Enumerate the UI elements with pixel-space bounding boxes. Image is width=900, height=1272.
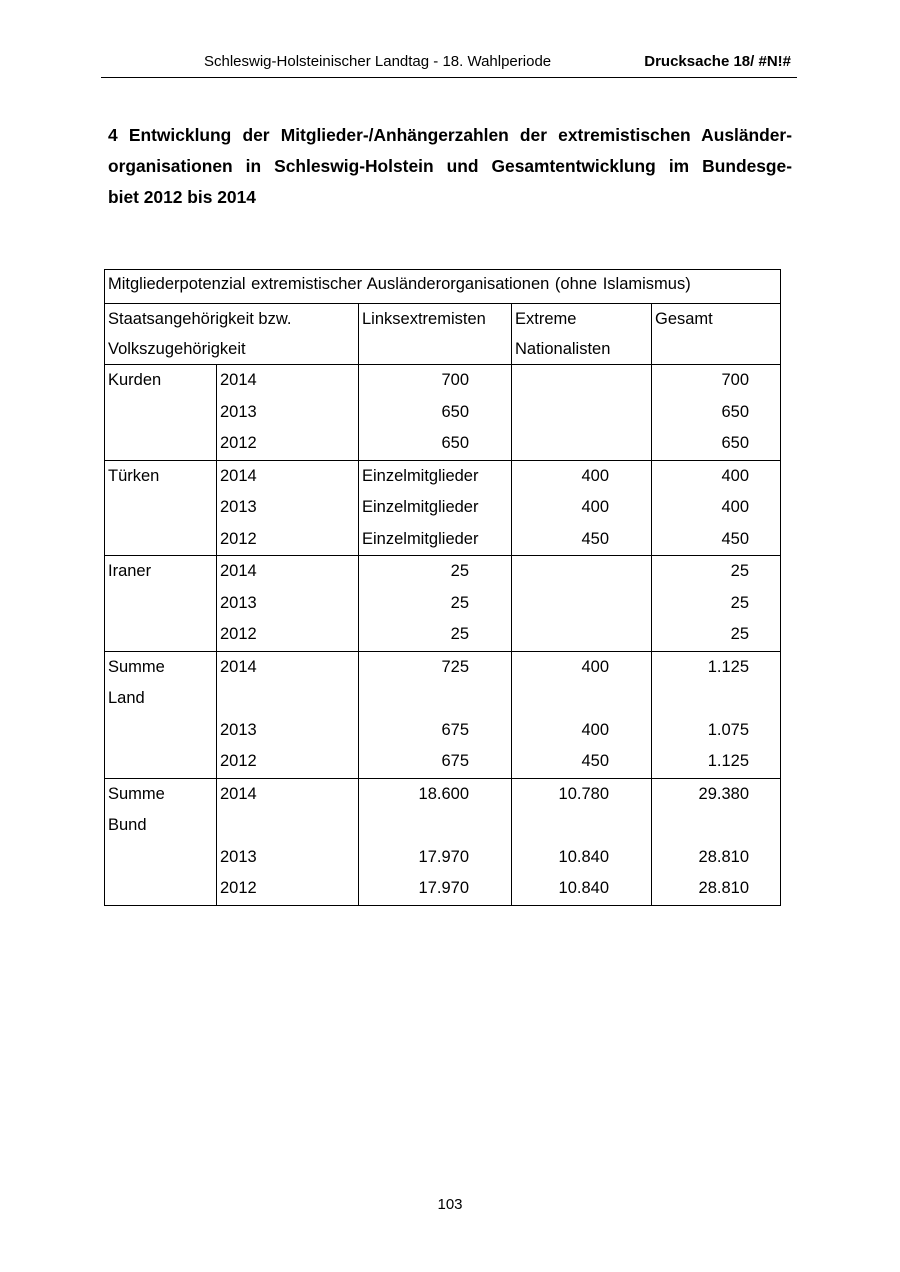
empty-cell <box>359 810 512 842</box>
nationalisten-cell: 400 <box>512 460 652 492</box>
membership-table <box>104 269 781 906</box>
year-cell: 2013 <box>217 715 359 747</box>
gesamt-cell: 25 <box>652 588 781 620</box>
year-cell: 2012 <box>217 746 359 778</box>
year-cell: 2014 <box>217 778 359 810</box>
gesamt-cell: 29.380 <box>652 778 781 810</box>
year-cell: 2012 <box>217 428 359 460</box>
nationalisten-cell <box>512 588 652 620</box>
table-row <box>105 746 781 778</box>
empty-cell <box>105 842 217 874</box>
year-cell: 2014 <box>217 556 359 588</box>
linksextremisten-cell: Einzelmitglieder <box>359 492 512 524</box>
group-label: Summe <box>105 778 217 810</box>
table-row <box>105 492 781 524</box>
table-header-row <box>105 304 781 365</box>
nationalisten-cell: 10.780 <box>512 778 652 810</box>
year-cell: 2013 <box>217 842 359 874</box>
table-row <box>105 588 781 620</box>
heading-line-1: 4 Entwicklung der Mitglieder-/Anhängerzahlen der extremistischen Ausländer- <box>108 125 792 145</box>
table-row <box>105 397 781 429</box>
empty-cell <box>217 683 359 715</box>
table-row <box>105 842 781 874</box>
table-row <box>105 715 781 747</box>
nationalisten-cell <box>512 556 652 588</box>
nationalisten-cell: 400 <box>512 715 652 747</box>
year-cell: 2013 <box>217 588 359 620</box>
gesamt-cell: 400 <box>652 492 781 524</box>
table-row <box>105 365 781 397</box>
nationalisten-cell: 10.840 <box>512 873 652 905</box>
empty-cell <box>105 588 217 620</box>
empty-cell <box>105 746 217 778</box>
empty-cell <box>105 873 217 905</box>
linksextremisten-cell: 17.970 <box>359 873 512 905</box>
empty-cell <box>105 524 217 556</box>
nationalisten-cell: 450 <box>512 746 652 778</box>
header-extreme-line2: Nationalisten <box>515 340 611 358</box>
nationalisten-cell: 450 <box>512 524 652 556</box>
gesamt-cell: 450 <box>652 524 781 556</box>
linksextremisten-cell: 25 <box>359 556 512 588</box>
year-cell: 2012 <box>217 524 359 556</box>
gesamt-cell: 28.810 <box>652 842 781 874</box>
gesamt-cell: 25 <box>652 619 781 651</box>
gesamt-cell: 28.810 <box>652 873 781 905</box>
empty-cell <box>105 619 217 651</box>
year-cell: 2012 <box>217 873 359 905</box>
gesamt-cell: 1.075 <box>652 715 781 747</box>
section-heading <box>108 120 792 213</box>
group-label: Iraner <box>105 556 217 588</box>
table-caption-row <box>105 270 781 304</box>
nationalisten-cell <box>512 365 652 397</box>
empty-cell <box>359 683 512 715</box>
group-label: Türken <box>105 460 217 492</box>
linksextremisten-cell: 650 <box>359 428 512 460</box>
empty-cell <box>512 683 652 715</box>
table-caption: Mitgliederpotenzial extremistischer Ausländerorganisationen (ohne Islamismus) <box>105 270 781 304</box>
group-label-line2: Bund <box>105 810 217 842</box>
header-extreme-nationalisten <box>512 304 652 365</box>
linksextremisten-cell: 17.970 <box>359 842 512 874</box>
heading-line-2: organisationen in Schleswig-Holstein und Gesamtentwicklung im Bundesge- <box>108 156 792 176</box>
page-number: 103 <box>437 1196 463 1213</box>
linksextremisten-cell: 18.600 <box>359 778 512 810</box>
header-gesamt: Gesamt <box>652 304 781 365</box>
gesamt-cell: 1.125 <box>652 746 781 778</box>
year-cell: 2013 <box>217 492 359 524</box>
year-cell: 2014 <box>217 651 359 683</box>
linksextremisten-cell: Einzelmitglieder <box>359 524 512 556</box>
empty-cell <box>652 810 781 842</box>
page-header <box>101 51 797 78</box>
nationalisten-cell: 400 <box>512 492 652 524</box>
group-label: Kurden <box>105 365 217 397</box>
header-linksextremisten: Linksextremisten <box>359 304 512 365</box>
nationalisten-cell <box>512 428 652 460</box>
header-nationality-line2: Volkszugehörigkeit <box>108 340 246 358</box>
linksextremisten-cell: 700 <box>359 365 512 397</box>
empty-cell <box>652 683 781 715</box>
nationalisten-cell <box>512 397 652 429</box>
table-row <box>105 556 781 588</box>
linksextremisten-cell: 725 <box>359 651 512 683</box>
linksextremisten-cell: Einzelmitglieder <box>359 460 512 492</box>
table-row <box>105 873 781 905</box>
table-row <box>105 810 781 842</box>
header-extreme-line1: Extreme <box>515 310 577 328</box>
empty-cell <box>105 715 217 747</box>
linksextremisten-cell: 25 <box>359 588 512 620</box>
table-row <box>105 651 781 683</box>
table-row <box>105 683 781 715</box>
gesamt-cell: 650 <box>652 397 781 429</box>
nationalisten-cell: 10.840 <box>512 842 652 874</box>
linksextremisten-cell: 650 <box>359 397 512 429</box>
gesamt-cell: 1.125 <box>652 651 781 683</box>
heading-line-3: biet 2012 bis 2014 <box>108 187 256 207</box>
table-row <box>105 524 781 556</box>
linksextremisten-cell: 25 <box>359 619 512 651</box>
year-cell: 2014 <box>217 460 359 492</box>
empty-cell <box>105 492 217 524</box>
gesamt-cell: 25 <box>652 556 781 588</box>
year-cell: 2014 <box>217 365 359 397</box>
table-row <box>105 460 781 492</box>
group-label: Summe <box>105 651 217 683</box>
year-cell: 2012 <box>217 619 359 651</box>
document-number: Drucksache 18/ #N!# <box>644 53 791 70</box>
header-title: Schleswig-Holsteinischer Landtag - 18. Wahlperiode <box>204 53 552 70</box>
table-row <box>105 778 781 810</box>
header-nationality <box>105 304 359 365</box>
empty-cell <box>512 810 652 842</box>
nationalisten-cell <box>512 619 652 651</box>
nationalisten-cell: 400 <box>512 651 652 683</box>
table-row <box>105 428 781 460</box>
gesamt-cell: 700 <box>652 365 781 397</box>
group-label-line2: Land <box>105 683 217 715</box>
header-nationality-line1: Staatsangehörigkeit bzw. <box>108 310 292 328</box>
empty-cell <box>105 397 217 429</box>
gesamt-cell: 400 <box>652 460 781 492</box>
gesamt-cell: 650 <box>652 428 781 460</box>
year-cell: 2013 <box>217 397 359 429</box>
table-row <box>105 619 781 651</box>
linksextremisten-cell: 675 <box>359 715 512 747</box>
linksextremisten-cell: 675 <box>359 746 512 778</box>
empty-cell <box>217 810 359 842</box>
empty-cell <box>105 428 217 460</box>
